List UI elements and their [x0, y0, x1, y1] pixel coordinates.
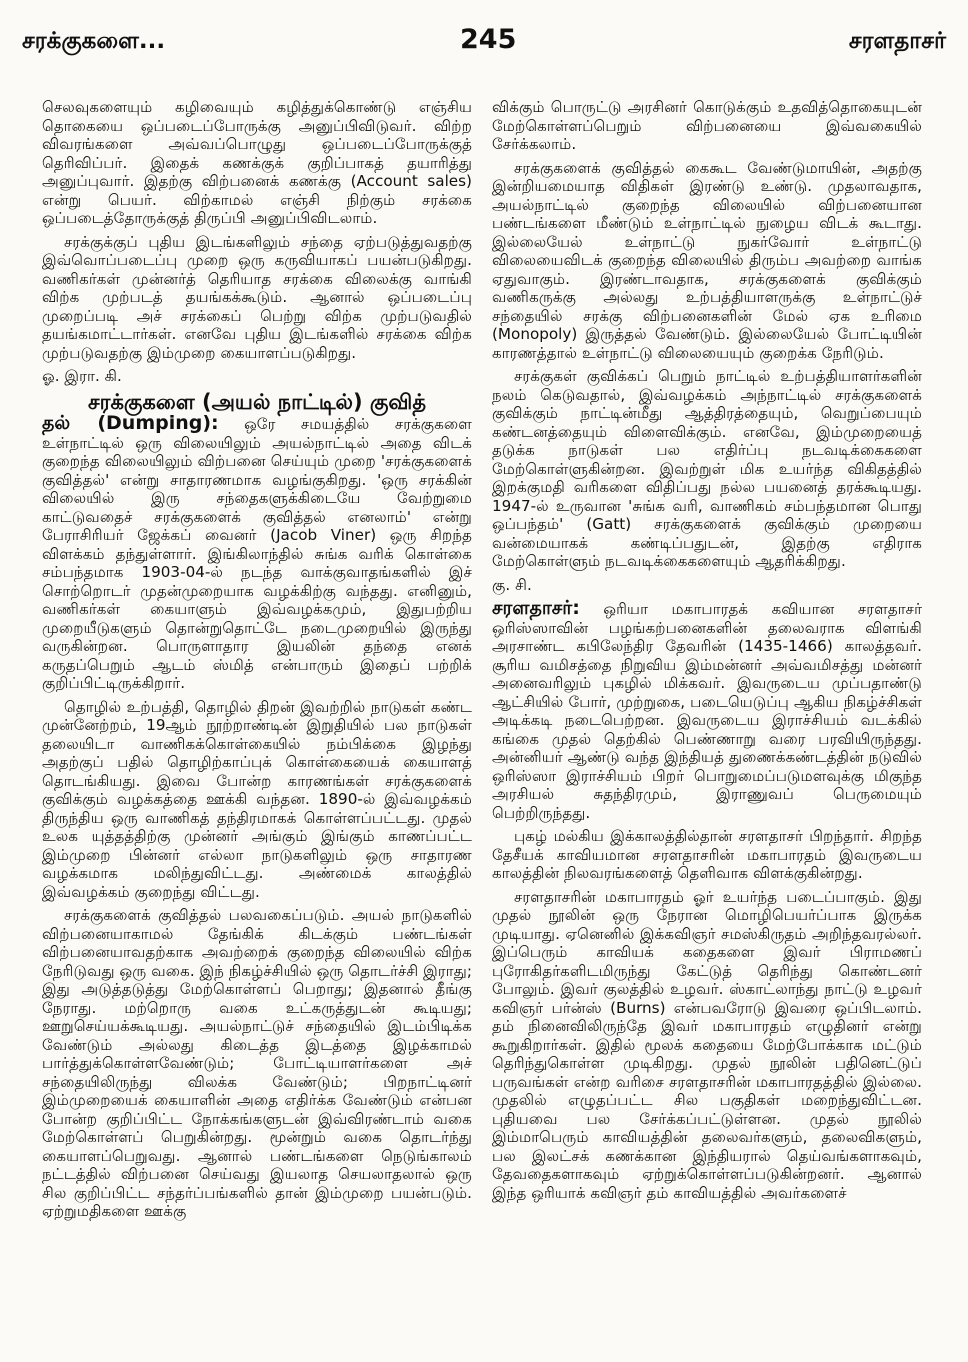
paragraph: சரக்குக்குப் புதிய இடங்களிலும் சந்தை ஏற்படுத்துவதற்கு இவ்வொப்படைப்பு முறை ஒரு கருவியாகப் பயன்படுகிறது. வணிகர்கள் முன்னர்த் தெரியாத சரக்கை விலைக்கு வாங்கி விற்க முற்படத் தயங்கக்கூடும். ஆனால் ஒப்படைப்பு முறைப்படி அச் சரக்கைப் பெற்று விற்க முற்படுவதில் தயங்கமாட்டார்கள். எனவே புதிய இடங்களில் சரக்கை விற்க முற்படுவதற்கு இம்முறை கையாளப்படுகிறது.	[42, 232, 472, 362]
paragraph: புகழ் மல்கிய இக்காலத்தில்தான் சரளதாசர் பிறந்தார். சிறந்த தேசீயக் காவியமான சரளதாசரின் மகாபாரதம் இவருடைய காலத்தின் நிலவரங்களைத் தெளிவாக விளக்குகின்றது.	[492, 827, 922, 882]
paragraph: தொழில் உற்பத்தி, தொழில் திறன் இவற்றில் நாடுகள் கண்ட முன்னேற்றம், 19ஆம் நூற்றாண்டின் இறுதியில் பல நாடுகள் தலையிடா வாணிகக்கொள்கையில் நம்பிக்கை இழந்து அதற்குப் பதில் தொழிற்காப்புக் கொள்கையைக் கையாளத் தொடங்கியது. இவை போன்ற காரணங்கள் சரக்குகளைக் குவிக்கும் வழக்கத்தை ஊக்கி வந்தன. 1890-ல் இவ்வழக்கம் திருந்திய ஒரு வாணிகத் தந்திரமாகக் கொள்ளப்பட்டது. முதல் உலக யுத்தத்திற்கு முன்னர் அங்கும் இங்கும் காணப்பட்ட இம்முறை பின்னர் எல்லா நாடுகளிலும் ஒரு சாதாரண வழக்கமாக மலிந்துவிட்டது. அண்மைக் காலத்தில் இவ்வழக்கம் குறைந்து விட்டது.	[42, 697, 472, 901]
page-number: 245	[460, 24, 517, 55]
left-column	[42, 98, 472, 1226]
paragraph: சரளதாசரின் மகாபாரதம் ஓர் உயர்ந்த படைப்பாகும். இது முதல் நூலின் ஒரு நேரான மொழிபெயர்ப்பாக இருக்க முடியாது. ஏனெனில் இக்கவிஞர் சமஸ்கிருதம் அறிந்தவரல்லர். இப்பெரும் காவியக் கதைகளை இவர் பிராமணப் புரோகிதர்களிடமிருந்து கேட்டுத் தெரிந்து கொண்டனர் போலும். இவர் குலத்தில் உழவர். ஸ்காட்லாந்து நாட்டு உழவர் கவிஞர் பர்ன்ஸ் (Burns) என்பவரோடு இவரை ஒப்பிடலாம். தம் நினைவிலிருந்தே இவர் மகாபாரதம் எழுதினர் என்று கூறுகிறார்கள். இதில் மூலக் கதையை மேற்போக்காக மட்டும் தெரிந்துகொள்ள முடிகிறது. முதல் நூலின் பதினெட்டுப் பருவங்கள் என்ற வரிசை சரளதாசரின் மகாபாரதத்தில் இல்லை. முதலில் எழுதப்பட்ட சில பகுதிகள் மறைந்துவிட்டன. புதியவை பல சேர்க்கப்பட்டுள்ளன. முதல் நூலில் இம்மாபெரும் காவியத்தின் தலைவர்களும், தலைவிகளும், பல இலட்சக் கணக்கான இந்தியரால் தெய்வங்களாகவும், தேவதைகளாகவும் ஏற்றுக்கொள்ளப்படுகின்றனர். ஆனால் இந்த ஒரியாக் கவிஞர் தம் காவியத்தில் அவர்களைச்	[492, 887, 922, 1202]
paragraph: சரக்குகள் குவிக்கப் பெறும் நாட்டில் உற்பத்தியாளர்களின் நலம் கெடுவதால், இவ்வழக்கம் அந்நாட்டில் சரக்குகளைக் குவிக்கும் நாட்டின்மீது ஆத்திரத்தையும், வெறுப்பையும் கண்டனத்தையும் விளைவிக்கும். எனவே, இம்முறையைத் தடுக்க நாடுகள் பல எதிர்ப்பு நடவடிக்கைகளை மேற்கொள்ளுகின்றன. இவற்றுள் மிக உயர்ந்த விகிதத்தில் இறக்குமதி வரிகளை விதிப்பது நல்ல பயனைத் தரக்கூடியது. 1947-ல் உருவான 'சுங்க வரி, வாணிகம் சம்பந்தமான பொது ஒப்பந்தம்' (Gatt) சரக்குகளைக் குவிக்கும் முறையை வன்மையாகக் கண்டிப்பதுடன், இதற்கு எதிராக மேற்கொள்ளும் நடவடிக்கைகளையும் ஆதரிக்கிறது.	[492, 367, 922, 570]
paragraph-with-headword	[492, 599, 922, 822]
headword-saraladasar: சரளதாசர்:	[492, 597, 580, 619]
running-head-right: சரளதாசர்	[848, 28, 946, 54]
paragraph-text: ஒரே சமயத்தில் சரக்குகளை உள்நாட்டில் ஒரு விலையிலும் அயல்நாட்டில் அதை விடக் குறைந்த விலையிலும் விற்பனை செய்யும் முறை 'சரக்குகளைக் குவித்தல்' என்று சாதாரணமாக வழங்குகிறது. 'ஒரு சரக்கின் விலையில் இரு சந்தைகளுக்கிடையே வேற்றுமை காட்டுவதைச் சரக்குகளைக் குவித்தல் எனலாம்' என்று பேராசிரியர் ஜேக்கப் வைனர் (Jacob Viner) ஒரு சிறந்த விளக்கம் தந்துள்ளார். இங்கிலாந்தில் சுங்க வரிக் கொள்கை சம்பந்தமாக 1903-04-ல் நடந்த வாக்குவாதங்களில் இச் சொற்றொடர் முதன்முறையாக வழக்கிற்கு வந்தது. எனினும், வணிகர்கள் கையாளும் இவ்வழக்கமும், இதுபற்றிய முறையீடுகளும் தொன்றுதொட்டே நடைமுறையில் இருந்து வருகின்றன. பொருளாதார இயலின் தந்தை எனக் கருதப்பெறும் ஆடம் ஸ்மித் என்பாரும் இதைப் பற்றிக் குறிப்பிட்டிருக்கிறார்.	[42, 415, 472, 692]
author-initials: கு. சி.	[492, 575, 532, 594]
paragraph-with-headword	[42, 414, 472, 693]
entry-heading-dumping: சரக்குகளை (அயல் நாட்டில்) குவித்	[87, 389, 427, 414]
paragraph: செலவுகளையும் கழிவையும் கழித்துக்கொண்டு எஞ்சிய தொகையை ஒப்படைப்போருக்கு அனுப்பிவிடுவர். விற்ற விவரங்களை அவ்வப்பொழுது ஒப்படைப்போருக்குத் தெரிவிப்பர். இதைக் கணக்குக் குறிப்பாகத் தயாரித்து அனுப்புவார். இதற்கு விற்பனைக் கணக்கு (Account sales) என்று பெயர். விற்காமல் எஞ்சி நிற்கும் சரக்கை ஒப்படைத்தோருக்குத் திருப்பி அனுப்பிவிடலாம்.	[42, 98, 472, 227]
running-head-left: சரக்குகளை...	[22, 28, 166, 54]
paragraph: சரக்குகளைக் குவித்தல் கைகூட வேண்டுமாயின், அதற்கு இன்றியமையாத விதிகள் இரண்டு உண்டு. முதலாவதாக, அயல்நாட்டில் குறைந்த விலையில் விற்பனையான பண்டங்களை மீண்டும் உள்நாட்டில் நுழைய விடக் கூடாது. இல்லையேல் உள்நாட்டு நுகர்வோர் உள்நாட்டு விலையைவிடக் குறைந்த விலையில் திரும்ப அவற்றை வாங்க ஏதுவாகும். இரண்டாவதாக, சரக்குகளைக் குவிக்கும் வணிகருக்கு அல்லது உற்பத்தியாளருக்கு உள்நாட்டுச் சந்தையில் சரக்கு விற்பனைகளின் மேல் ஏக உரிமை (Monopoly) இருத்தல் வேண்டும். இல்லையேல் போட்டியின் காரணத்தால் உள்நாட்டு விலையையும் குறைக்க நேரிடும்.	[492, 158, 922, 362]
author-initials: ஓ. இரா. கி.	[42, 367, 122, 385]
page-header	[0, 24, 968, 68]
right-column	[492, 98, 922, 1207]
paragraph-text: ஒரியா மகாபாரதக் கவியான சரளதாசர் ஒரிஸ்ஸாவின் பழங்கற்பனைகளின் தலைவராக விளங்கி அரசாண்ட கபிலேந்திர தேவரின் (1435-1466) காலத்தவர். சூரிய வமிசத்தை நிறுவிய இம்மன்னர் அவ்வமிசத்து மன்னர் அனைவரிலும் புகழில் மிக்கவர். இவருடைய முப்பதாண்டு ஆட்சியில் போர், முற்றுகை, படையெடுப்பு ஆகிய நிகழ்ச்சிகள் அடிக்கடி நடைபெற்றன. இவருடைய இராச்சியம் வடக்கில் கங்கை முதல் தெற்கில் பெண்ணாறு வரை பரவியிருந்தது. அன்னியர் ஆண்டு வந்த இந்தியத் துணைக்கண்டத்தின் நடுவில் ஒரிஸ்ஸா இராச்சியம் பிறர் பொறுமைப்படுமளவுக்கு மிகுந்த அரசியல் சுதந்திரமும், இராணுவப் பெருமையும் பெற்றிருந்தது.	[492, 600, 923, 822]
paragraph: விக்கும் பொருட்டு அரசினர் கொடுக்கும் உதவித்தொகையுடன் மேற்கொள்ளப்பெறும் விற்பனையை இவ்வகையில் சேர்க்கலாம்.	[492, 98, 922, 153]
paragraph: சரக்குகளைக் குவித்தல் பலவகைப்படும். அயல் நாடுகளில் விற்பனையாகாமல் தேங்கிக் கிடக்கும் பண்டங்கள் விற்பனையாவதற்காக அவற்றைக் குறைந்த விலையில் விற்க நேரிடுவது ஒரு வகை. இந் நிகழ்ச்சியில் ஒரு தொடர்ச்சி இராது; இது அடுத்தடுத்து மேற்கொள்ளப் பெறாது; இதனால் தீங்கு நேராது. மற்றொரு வகை உட்கருத்துடன் கூடியது; ஊறுசெய்யக்கூடியது. அயல்நாட்டுச் சந்தையில் இடம்பிடிக்க வேண்டும் அல்லது கிடைத்த இடத்தை இழக்காமல் பார்த்துக்கொள்ளவேண்டும்; போட்டியாளர்களை அச் சந்தையிலிருந்து விலக்க வேண்டும்; பிறநாட்டினர் இம்முறையைக் கையாளின் அதை எதிர்க்க வேண்டும் என்பன போன்ற குறிப்பிட்ட நோக்கங்களுடன் இவ்விரண்டாம் வகை மேற்கொள்ளப் பெறுகின்றது. மூன்றும் வகை தொடர்ந்து கையாளப்பெறுவது. ஆனால் பண்டங்களை நெடுங்காலம் நட்டத்தில் விற்பனை செய்வது இயலாத செயலாதலால் ஒரு சில குறிப்பிட்ட சந்தர்ப்பங்களில் தான் இம்முறை பயன்படும். ஏற்றுமதிகளை ஊக்கு	[42, 906, 472, 1220]
headword: தல் (Dumping):	[42, 412, 219, 434]
